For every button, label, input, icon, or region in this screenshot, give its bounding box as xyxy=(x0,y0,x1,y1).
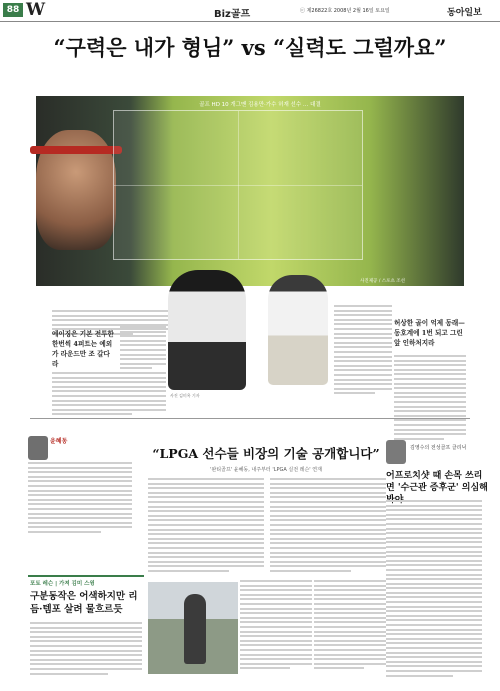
swing-photo xyxy=(148,582,238,674)
article-column-5 xyxy=(394,355,466,442)
article-column-1b xyxy=(120,326,166,372)
golfer-photo-2 xyxy=(268,275,328,385)
photo-caption: 사진 김미옥 기자 xyxy=(170,393,200,398)
golfer-photo-1 xyxy=(168,270,246,390)
section-divider xyxy=(30,418,470,419)
columnist-bio xyxy=(28,462,132,536)
clinic-headline: 어프로치샷 때 손목 쓰리면 '수근관 증후군' 의심해 xyxy=(386,471,488,493)
hero-credit: 사진제공 / 스포츠 조선 xyxy=(360,279,405,284)
pull-quote-left: 에이징은 기본 전투한 한번씩 4퍼트는 예외가 라운드만 조 갈다라 xyxy=(52,330,114,368)
page-number: 88 xyxy=(3,3,23,17)
columnist-name: 윤혜동 xyxy=(50,438,68,445)
lower-article-column-1 xyxy=(148,478,264,574)
screen-overlay xyxy=(113,110,363,260)
section-title: Biz골프 xyxy=(214,9,251,20)
columnist-photo xyxy=(28,436,48,460)
section-logo: W xyxy=(26,0,46,20)
clinic-author-photo xyxy=(386,440,406,464)
hero-caption: 골프 HD 10 개그맨 김용만·가수 허재 선수 … 대결 xyxy=(199,102,321,108)
lesson-column-1 xyxy=(240,580,312,672)
photo-lesson-headline: 구분동작은 어색하지만 리듬·템포 살려 물흐르듯 xyxy=(30,591,138,615)
photo-lesson-tag: 포토 레슨 | 가져 김미 스윙 xyxy=(30,581,95,587)
lower-article-column-2 xyxy=(270,478,386,574)
page-header xyxy=(0,0,500,22)
article-column-1c xyxy=(52,372,166,418)
pull-quote-right: 허상한 골이 억제 동래— 동호계에 1번 되고 그린 앞 인하처지라 xyxy=(394,319,465,347)
clinic-label: 김영수의 전성골프 클리닉 xyxy=(410,445,467,451)
article-column-2 xyxy=(334,305,392,397)
newspaper-name: 동아일보 xyxy=(447,8,482,18)
clinic-text xyxy=(386,500,482,679)
lesson-column-2 xyxy=(314,580,386,672)
visor xyxy=(30,146,122,154)
lower-headline: “LPGA 선수들 비장의 기술 공개합니다” xyxy=(152,446,380,461)
headline: “구력은 내가 형님” vs “실력도 그럴까요” xyxy=(53,35,447,60)
dateline: ⓒ 제26822호 2008년 2월 16일 토요일 xyxy=(300,8,390,14)
photo-lesson-text xyxy=(30,622,142,677)
lower-subheadline: '완티골프' 윤혜동, 내주부터 'LPGA 실전 레슨' 연재 xyxy=(210,467,322,473)
